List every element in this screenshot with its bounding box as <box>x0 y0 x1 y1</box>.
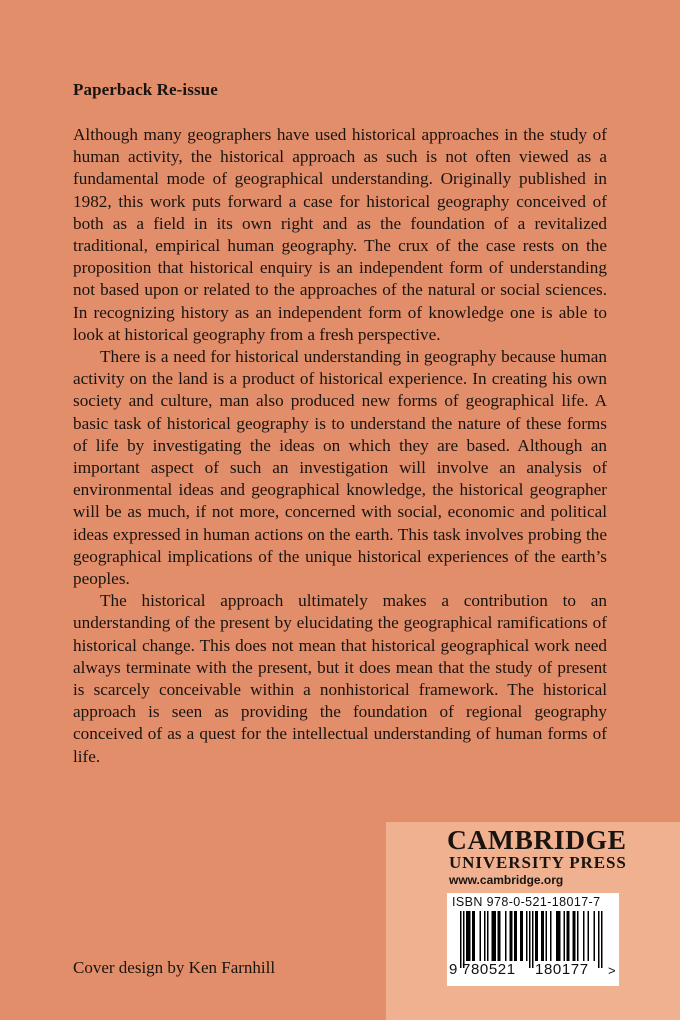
publisher-logo-name: CAMBRIDGE <box>447 824 627 855</box>
barcode-bar <box>468 911 470 961</box>
barcode-bar <box>594 911 596 961</box>
barcode-bar <box>495 911 497 961</box>
barcode-bar <box>535 911 537 961</box>
barcode-guard-bar <box>463 911 465 968</box>
barcode-bar <box>516 911 518 961</box>
barcode-bar <box>583 911 585 961</box>
barcode-bar <box>487 911 489 961</box>
barcode-bar <box>558 911 560 961</box>
barcode-left-digits: 780521 <box>462 961 516 978</box>
blurb-paragraph-3: The historical approach ultimately makes a contribution to an understanding of the present by elucidating the geographical ramifications of historical change. This does not mean that historical geographical work need always terminate with the present, but it does mean that the study of present is scarcely conceivable within a nonhistorical framework. The historical approach is seen as providing the foundation of regional geography conceived of as a quest for the intellectual understanding of human forms of life. <box>73 591 607 766</box>
barcode-bar <box>588 911 590 961</box>
barcode-bar <box>577 911 579 961</box>
barcode-bar <box>514 911 516 961</box>
barcode-lead-digit: 9 <box>449 961 458 978</box>
isbn-label: ISBN 978-0-521-18017-7 <box>452 895 601 909</box>
barcode-bar <box>543 911 545 961</box>
blurb <box>73 124 607 768</box>
barcode-bar <box>526 911 528 961</box>
barcode-bar <box>466 911 468 961</box>
barcode-bar <box>511 911 513 961</box>
blurb-paragraph-2: There is a need for historical understanding in geography because human activity on the land is a product of historical experience. In creating his own society and culture, man also produced new forms of geographical life. A basic task of historical geography is to understand the nature of these forms of life by investigating the ideas on which they are based. Although an important aspect of such an investigation will involve an analysis of environmental ideas and geographical knowledge, the historical geographer will be as much, if not more, concerned with social, economic and political ideas expressed in human actions on the earth. This task involves probing the geographical implications of the unique historical experiences of the earth’s peoples. <box>73 347 607 589</box>
barcode-bar <box>484 911 486 961</box>
barcode-bar <box>537 911 539 961</box>
barcode-bar <box>520 911 522 961</box>
blurb-paragraph-1: Although many geographers have used historical approaches in the study of human activity, the historical approach as such is not often viewed as a fundamental mode of geographical understanding. Originally published in 1982, this work puts forward a case for historical geography conceived of both as a field in its own right and as the foundation of a revitalized traditional, empirical human geography. The crux of the case rests on the proposition that historical enquiry is an independent form of understanding not based upon or related to the approaches of the natural or social sciences. In recognizing history as an independent form of knowledge one is able to look at historical geography from a fresh perspective. <box>73 125 607 344</box>
barcode-bar <box>492 911 494 961</box>
cover-design-credit: Cover design by Ken Farnhill <box>73 958 276 977</box>
barcode-bar <box>522 911 524 961</box>
barcode-bar <box>474 911 476 961</box>
barcode-bar <box>541 911 543 961</box>
barcode-guard-bar <box>601 911 603 968</box>
barcode-bar <box>567 911 569 961</box>
barcode-bar <box>499 911 501 961</box>
barcode-bar <box>480 911 482 961</box>
barcode-bar <box>505 911 507 961</box>
barcode-bar <box>564 911 566 961</box>
barcode-bar <box>510 911 512 961</box>
barcode-bar <box>568 911 570 961</box>
barcode-quiet-zone-mark: > <box>608 963 616 978</box>
barcode-bar <box>472 911 474 961</box>
barcode-bar <box>546 911 548 961</box>
barcode-right-digits: 180177 <box>535 961 589 978</box>
publisher-logo-subtitle: UNIVERSITY PRESS <box>449 853 627 872</box>
barcode-guard-bar <box>598 911 600 968</box>
barcode-bar <box>498 911 500 961</box>
barcode-bar <box>574 911 576 961</box>
barcode-bar <box>559 911 561 961</box>
barcode-bar <box>469 911 471 961</box>
barcode-guard-bar <box>460 911 462 968</box>
heading: Paperback Re-issue <box>73 80 218 99</box>
barcode-bar <box>556 911 558 961</box>
barcode-guard-bar <box>529 911 531 968</box>
barcode-bar <box>550 911 552 961</box>
barcode-bar <box>493 911 495 961</box>
barcode-bar <box>573 911 575 961</box>
publisher-website: www.cambridge.org <box>449 873 564 887</box>
barcode-guard-bar <box>532 911 534 968</box>
barcode <box>447 893 619 986</box>
